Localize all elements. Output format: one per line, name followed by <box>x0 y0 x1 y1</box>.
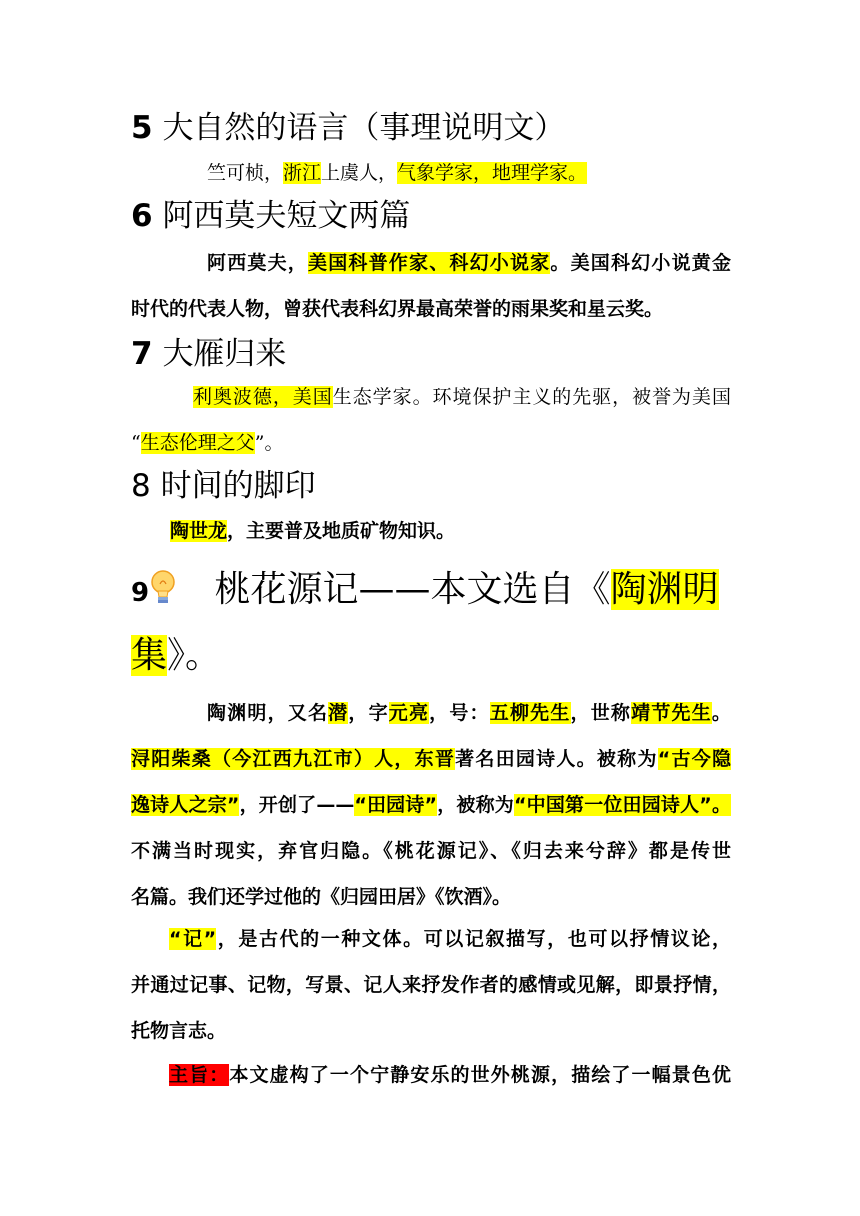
lightbulb-icon <box>149 569 177 607</box>
paragraph-section-5: 竺可桢，浙江上虞人，气象学家，地理学家。 <box>207 162 588 184</box>
paragraph-section-7: 利奥波德，美国生态学家。环境保护主义的先驱，被誉为美国 “生态伦理之父”。 <box>131 386 731 454</box>
heading-section-9-cont: 集》。 <box>131 635 222 676</box>
main-idea-label: 主旨： <box>169 1064 230 1086</box>
paragraph-section-6: 阿西莫夫，美国科普作家、科幻小说家。美国科幻小说黄金 时代的代表人物，曾获代表科幻界最高荣誉的雨果奖和星云奖。 <box>131 252 731 320</box>
heading-section-8: 8 时间的脚印 <box>131 468 316 504</box>
heading-section-9: 9 桃花源记——本文选自《陶渊明 <box>131 569 719 610</box>
paragraph-section-8: 陶世龙，主要普及地质矿物知识。 <box>170 520 456 542</box>
paragraph-author-intro: 陶渊明，又名潜，字元亮，号：五柳先生，世称靖节先生。 浔阳柴桑（今江西九江市）人，东晋著名田园诗人。被称为“古今隐 逸诗人之宗”，开创了——“田园诗”，被称为“中国第一位田园诗人”。 不满当时现实，弃官归隐。《桃花源记》、《归去来兮辞》都是传世 名篇。我们还学过他的《归园田居》《饮酒》。 <box>131 702 731 908</box>
paragraph-ji-genre: “记”，是古代的一种文体。可以记叙描写，也可以抒情议论， 并通过记事、记物，写景、记人来抒发作者的感情或见解，即景抒情， 托物言志。 <box>131 928 731 1042</box>
paragraph-main-idea: 主旨：本文虚构了一个宁静安乐的世外桃源，描绘了一幅景色优 <box>169 1064 731 1086</box>
heading-section-7: 7 大雁归来 <box>131 336 287 372</box>
heading-section-6: 6 阿西莫夫短文两篇 <box>131 198 411 234</box>
heading-section-5: 5 大自然的语言（事理说明文） <box>131 110 566 146</box>
